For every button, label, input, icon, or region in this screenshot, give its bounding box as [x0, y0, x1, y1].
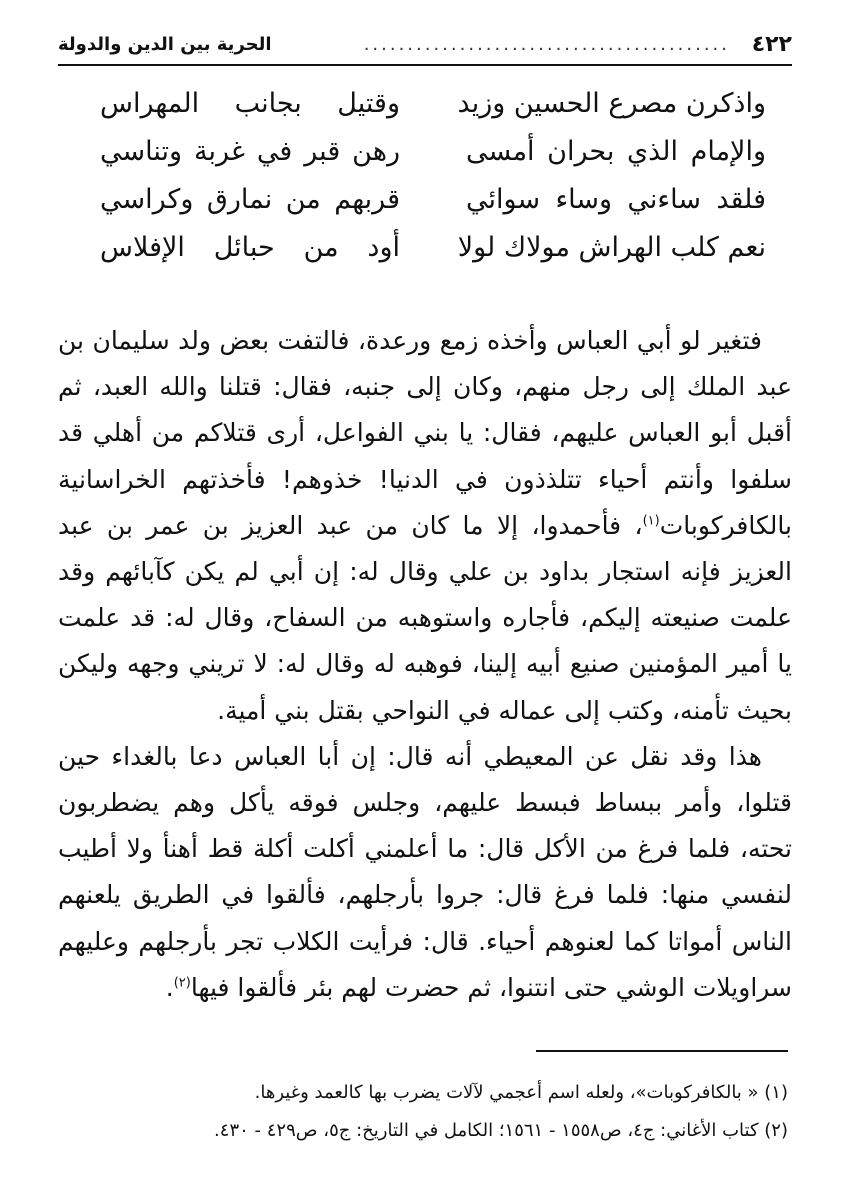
verse-second-hemistich: قربهم من نمارق وكراسي: [100, 184, 400, 215]
verse-second-hemistich: أود من حبائل الإفلاس: [100, 232, 400, 263]
poem-verse: [100, 136, 766, 184]
verse-first-hemistich: فلقد ساءني وساء سوائي: [466, 184, 766, 215]
paragraph-text: .: [165, 972, 174, 1002]
page-number: ٤٢٢: [751, 32, 792, 57]
verse-second-hemistich: رهن قبر في غربة وتناسي: [100, 136, 400, 167]
poem-verse: [100, 88, 766, 136]
footnote: (١) « بالكافركوبات»، ولعله اسم أعجمي لآلات يضرب بها كالعمد وغيرها.: [254, 1082, 788, 1103]
footnote-reference[interactable]: (٢): [173, 975, 191, 991]
paragraph: [58, 734, 792, 1011]
footnote-separator: [536, 1050, 788, 1052]
footnote: (٢) كتاب الأغاني: ج٤، ص١٥٥٨ - ١٥٦١؛ الكامل في التاريخ: ج٥، ص٤٢٩ - ٤٣٠.: [214, 1120, 788, 1141]
poem-verse: [100, 232, 766, 280]
footnote-reference[interactable]: (١): [642, 513, 660, 529]
verse-first-hemistich: والإمام الذي بحران أمسى: [466, 136, 766, 167]
paragraph-text: ، فأحمدوا، إلا ما كان من عبد العزيز بن عمر بن عبد العزيز فإنه استجار بداود بن علي وقال له: إن أبي لم يكن كآبائهم وقد علمت صنيعته إليكم، فأجاره واستوهبه من السفاح، وقال له: قد علمت يا أمير المؤمنين صنيع أبيه إلينا، فوهبه له وقال له: لا تريني وجهه وليكن بحيث تأمنه، وكتب إلى عماله في النواحي بقتل بني أمية.: [58, 510, 792, 725]
running-title: الحرية بين الدين والدولة: [58, 34, 272, 55]
verse-first-hemistich: نعم كلب الهراش مولاك لولا: [457, 232, 766, 263]
verse-second-hemistich: وقتيل بجانب المهراس: [100, 88, 400, 119]
page-header: [58, 30, 792, 66]
verse-first-hemistich: واذكرن مصرع الحسين وزيد: [457, 88, 766, 119]
header-leader-dots: ..........................................: [363, 34, 730, 55]
paragraph-text: هذا وقد نقل عن المعيطي أنه قال: إن أبا العباس دعا بالغداء حين قتلوا، وأمر ببساط فبسط عليهم، وجلس فوقه يأكل وهم يضطربون تحته، فلما فرغ من الأكل قال: ما أعلمني أكلت أكلة قط أهنأ ولا أطيب لنفسي منها: فلما فرغ قال: جروا بأرجلهم، فألقوا في الطريق يلعنهم الناس أمواتا كما لعنوهم أحياء. قال: فرأيت الكلاب تجر بأرجلهم وعليهم سراويلات الوشي حتى انتنوا، ثم حضرت لهم بئر فألقوا فيها: [58, 741, 792, 1002]
paragraph-text: فتغير لو أبي العباس وأخذه زمع ورعدة، فالتفت بعض ولد سليمان بن عبد الملك إلى رجل منهم، وكان إلى جنبه، فقال: قتلنا والله العبد، ثم أقبل أبو العباس عليهم، فقال: يا بني الفواعل، أرى قتلاكم من أهلي قد سلفوا وأنتم أحياء تتلذذون في الدنيا! خذوهم! فأخذتهم الخراسانية بالكافركوبات: [58, 326, 792, 540]
main-text: [58, 318, 792, 1011]
paragraph: [58, 318, 792, 734]
footnotes: [54, 1074, 788, 1150]
poem: [100, 88, 766, 280]
poem-verse: [100, 184, 766, 232]
